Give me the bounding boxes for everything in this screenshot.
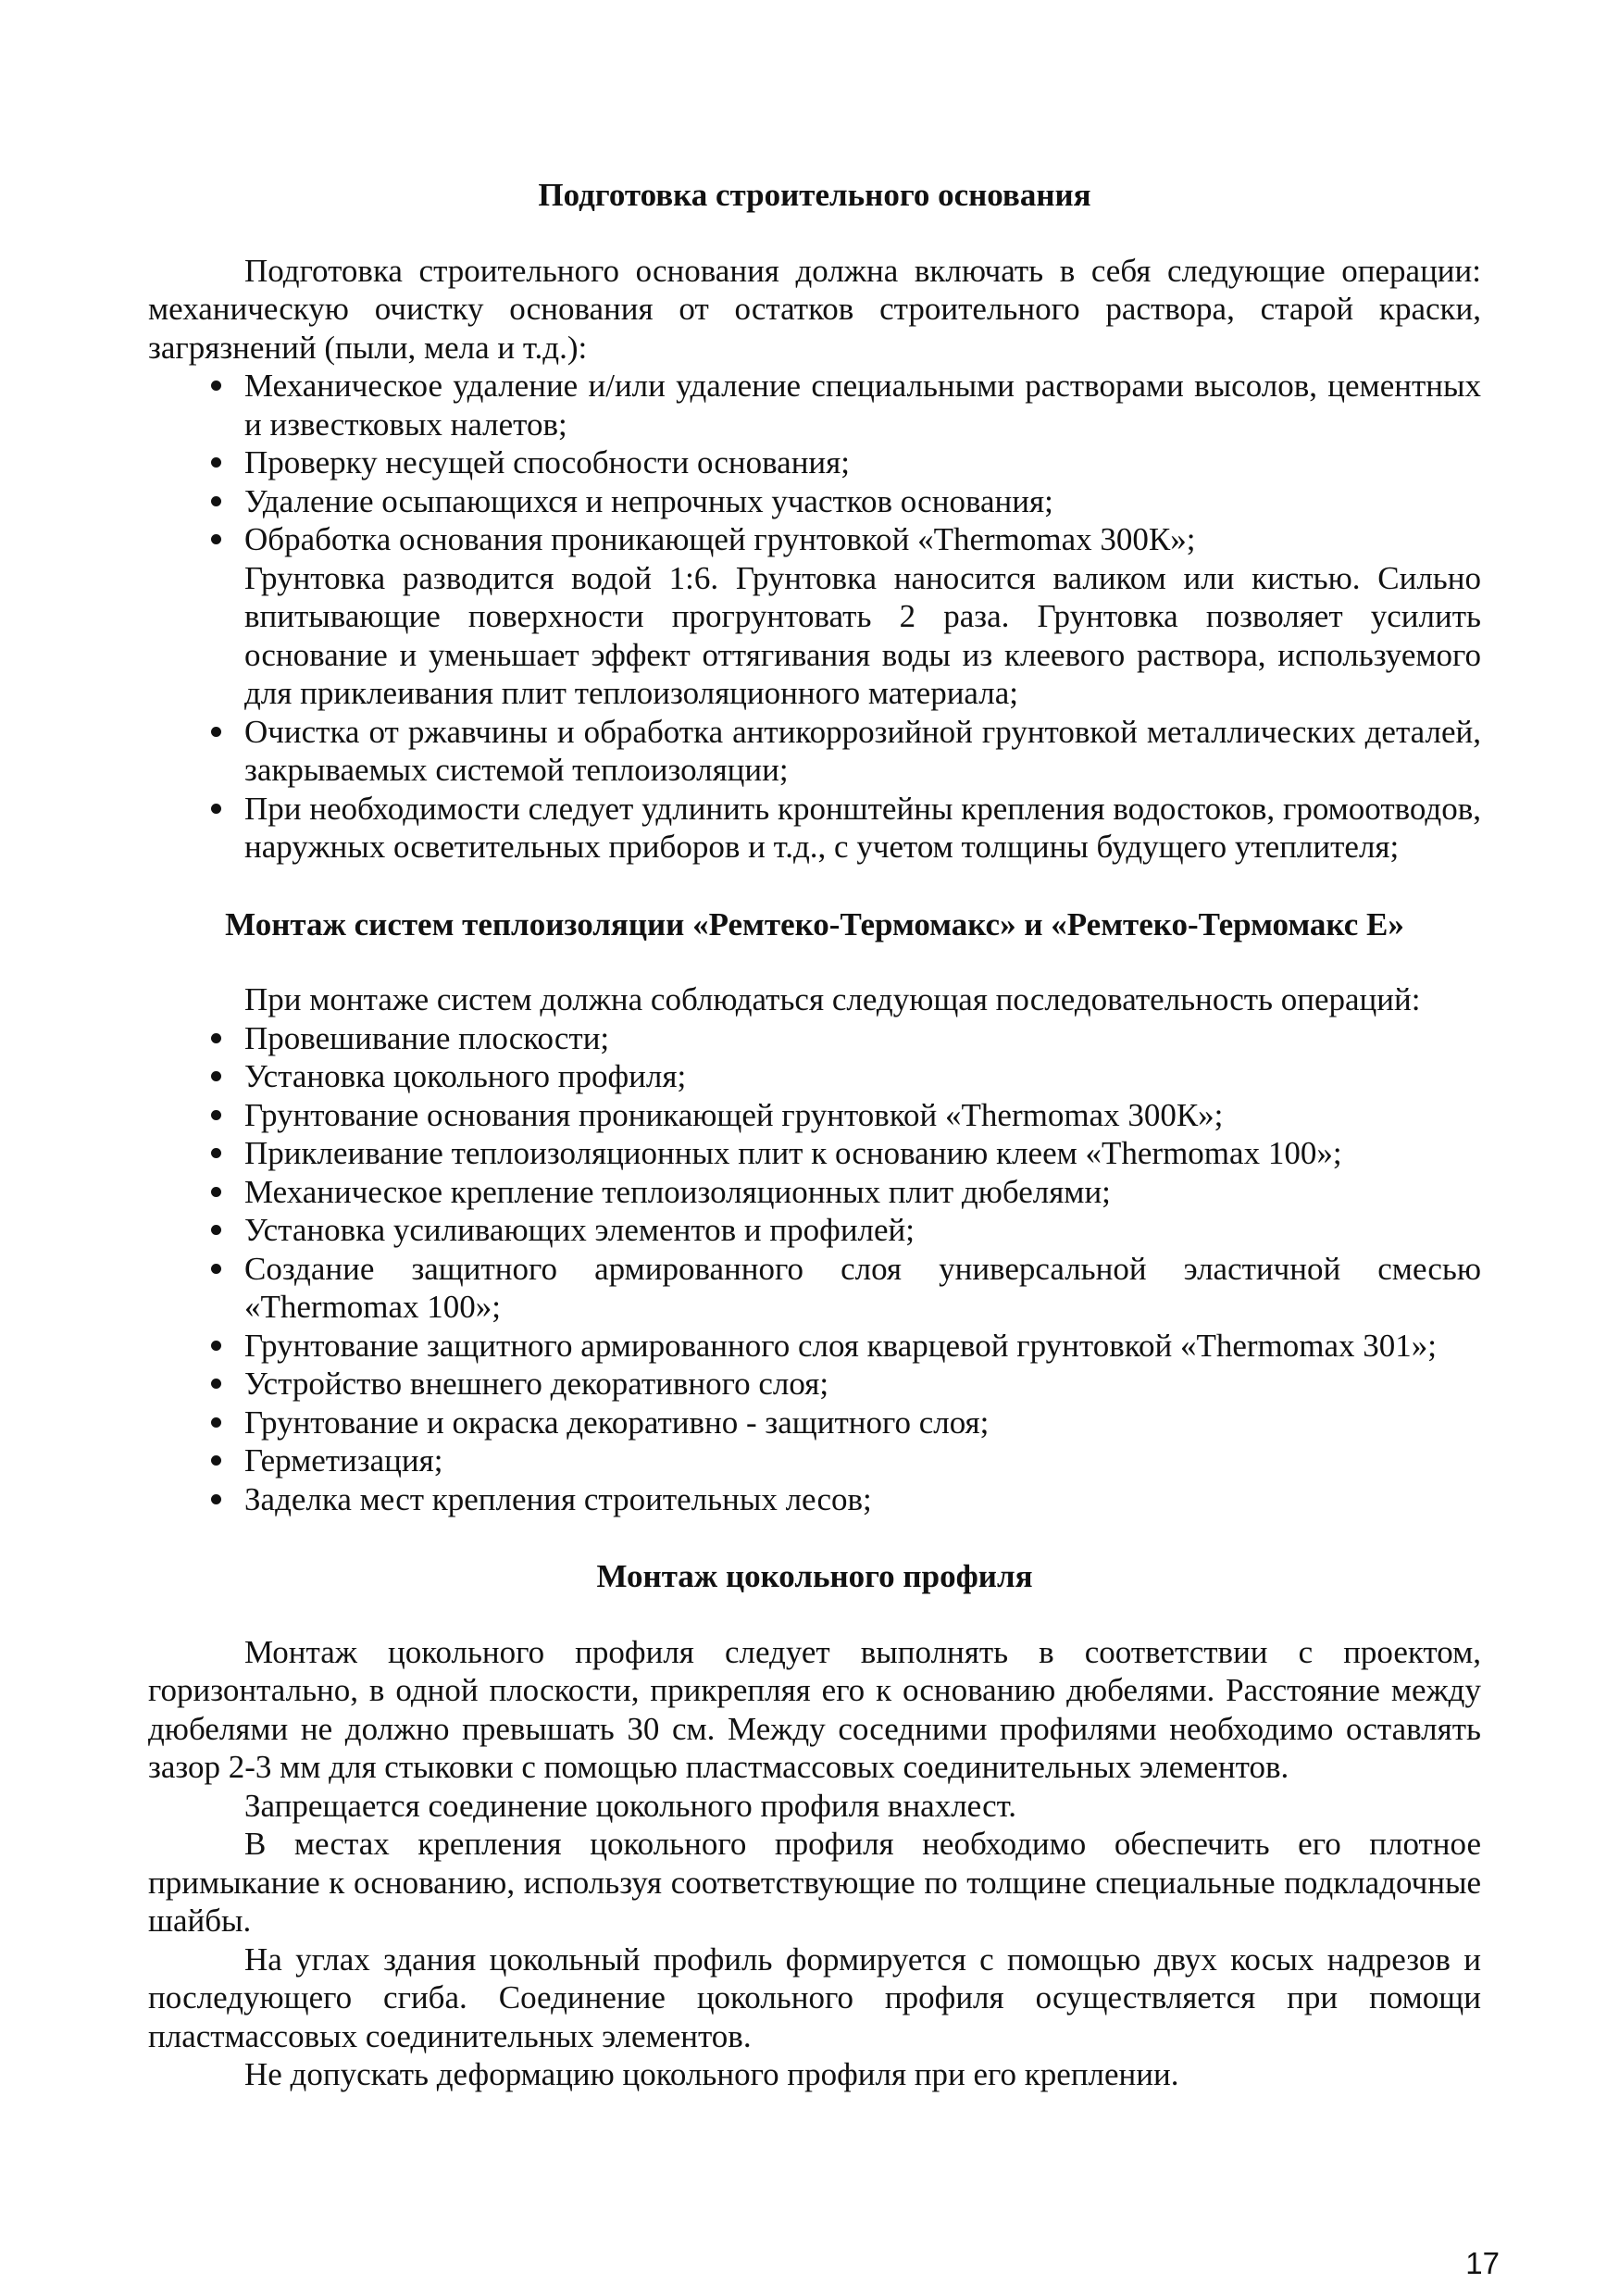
list-base-preparation-continued bbox=[148, 713, 1481, 867]
list-item: Проверку несущей способности основания; bbox=[148, 443, 1481, 482]
list-base-preparation bbox=[148, 367, 1481, 559]
list-item: Заделка мест крепления строительных лесов; bbox=[148, 1480, 1481, 1519]
page-number: 17 bbox=[1465, 2246, 1500, 2280]
list-item: Механическое крепление теплоизоляционных плит дюбелями; bbox=[148, 1173, 1481, 1212]
list-item: При необходимости следует удлинить кронштейны крепления водостоков, громоотводов, наружных осветительных приборов и т.д., с учетом толщины будущего утеплителя; bbox=[148, 790, 1481, 867]
list-item: Очистка от ржавчины и обработка антикоррозийной грунтовкой металлических деталей, закрываемых системой теплоизоляции; bbox=[148, 713, 1481, 790]
list-item: Провешивание плоскости; bbox=[148, 1019, 1481, 1058]
paragraph-base-profile-5: Не допускать деформацию цокольного профиля при его креплении. bbox=[244, 2056, 1179, 2092]
list-item: Установка усиливающих элементов и профилей; bbox=[148, 1211, 1481, 1250]
section-title-base-profile: Монтаж цокольного профиля bbox=[596, 1558, 1033, 1594]
list-item: Герметизация; bbox=[148, 1441, 1481, 1480]
paragraph-system-installation-intro: При монтаже систем должна соблюдаться следующая последовательность операций: bbox=[244, 981, 1421, 1017]
paragraph-base-preparation-intro: Подготовка строительного основания должна включать в себя следующие операции: механическую очистку основания от остатков строительного раствора, старой краски, загрязнений (пыли, мела и т.д.): bbox=[148, 252, 1481, 366]
list-installation-steps bbox=[148, 1019, 1481, 1519]
list-item: Создание защитного армированного слоя универсальной эластичной смесью «Thermomax 100»; bbox=[148, 1250, 1481, 1327]
paragraph-base-profile-4: На углах здания цокольный профиль формируется с помощью двух косых надрезов и последующего сгиба. Соединение цокольного профиля осуществляется при помощи пластмассовых соединительных элементов. bbox=[148, 1940, 1481, 2054]
list-item: Грунтование и окраска декоративно - защитного слоя; bbox=[148, 1404, 1481, 1442]
list-item: Установка цокольного профиля; bbox=[148, 1057, 1481, 1096]
list-item: Устройство внешнего декоративного слоя; bbox=[148, 1365, 1481, 1404]
list-item: Приклеивание теплоизоляционных плит к основанию клеем «Thermomax 100»; bbox=[148, 1134, 1481, 1173]
paragraph-base-profile-3: В местах крепления цокольного профиля необходимо обеспечить его плотное примыкание к основанию, используя соответствующие по толщине специальные подкладочные шайбы. bbox=[148, 1826, 1481, 1939]
paragraph-base-profile-2: Запрещается соединение цокольного профиля внахлест. bbox=[244, 1787, 1017, 1824]
list-item: Удаление осыпающихся и непрочных участков основания; bbox=[148, 482, 1481, 521]
list-item: Грунтование защитного армированного слоя кварцевой грунтовкой «Thermomax 301»; bbox=[148, 1327, 1481, 1366]
page-content bbox=[148, 176, 1481, 2094]
list-item: Грунтование основания проникающей грунтовкой «Thermomax 300К»; bbox=[148, 1096, 1481, 1135]
section-title-system-installation: Монтаж систем теплоизоляции «Ремтеко-Термомакс» и «Ремтеко-Термомакс Е» bbox=[225, 905, 1404, 942]
paragraph-base-profile-1: Монтаж цокольного профиля следует выполнять в соответствии с проектом, горизонтально, в одной плоскости, прикрепляя его к основанию дюбелями. Расстояние между дюбелями не должно превышать 30 см. Между соседними профилями необходимо оставлять зазор 2-3 мм для стыковки с помощью пластмассовых соединительных элементов. bbox=[148, 1633, 1481, 1785]
paragraph-primer-note: Грунтовка разводится водой 1:6. Грунтовка наносится валиком или кистью. Сильно впитывающие поверхности прогрунтовать 2 раза. Грунтовка позволяет усилить основание и уменьшает эффект оттягивания воды из клеевого раствора, используемого для приклеивания плит теплоизоляционного материала; bbox=[244, 559, 1481, 711]
list-item: Обработка основания проникающей грунтовкой «Thermomax 300К»; bbox=[148, 520, 1481, 559]
list-item: Механическое удаление и/или удаление специальными растворами высолов, цементных и известковых налетов; bbox=[148, 367, 1481, 443]
section-title-base-preparation: Подготовка строительного основания bbox=[538, 177, 1091, 213]
